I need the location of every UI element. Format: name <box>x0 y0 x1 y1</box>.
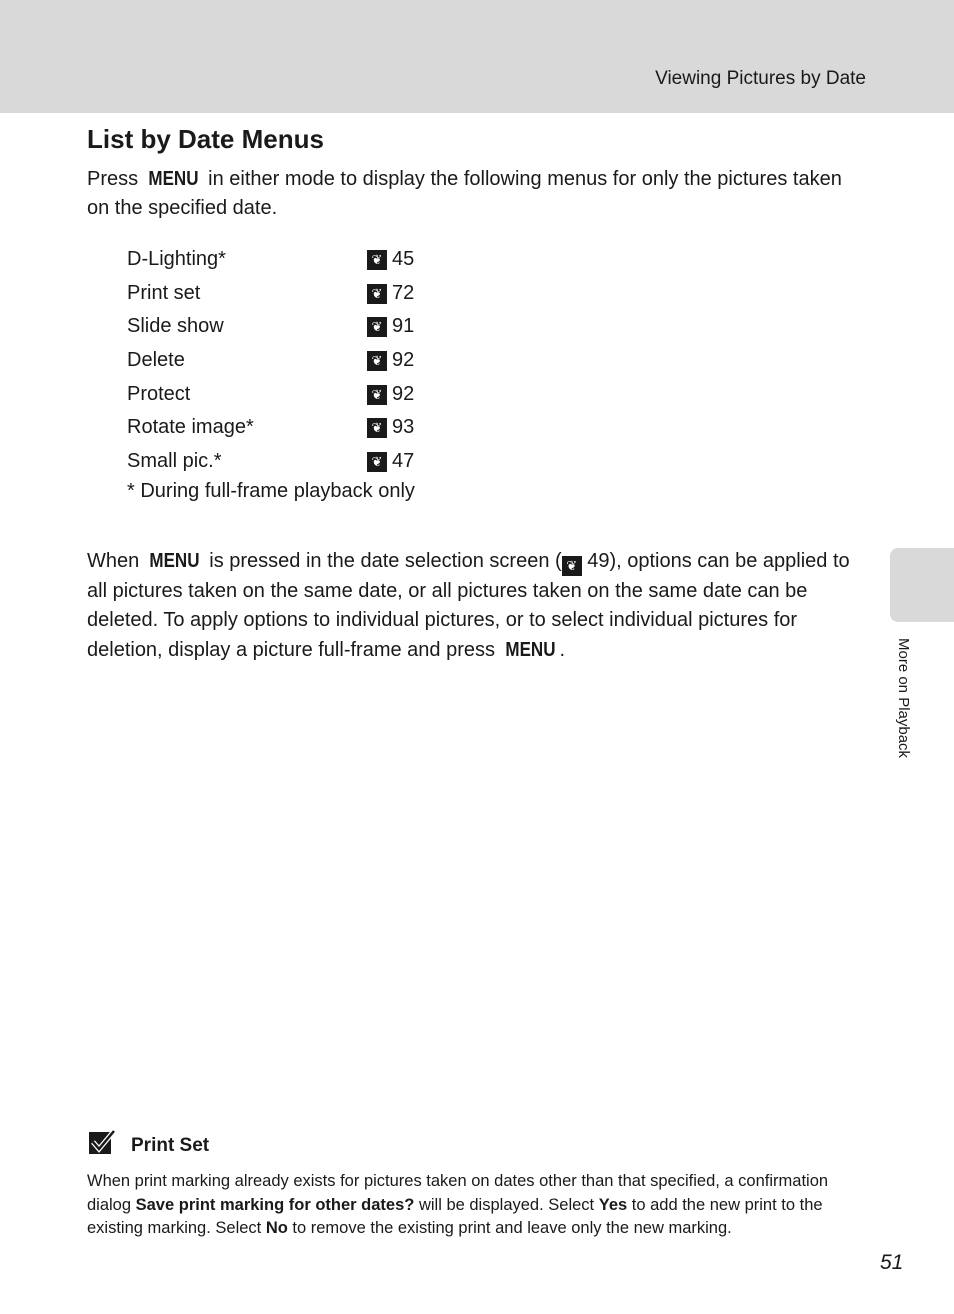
page-reference-icon: ❦ <box>367 385 387 405</box>
page-reference <box>367 344 414 378</box>
menu-list <box>127 243 457 479</box>
page-reference <box>367 310 414 344</box>
page-reference <box>367 411 414 445</box>
page-reference <box>367 378 414 412</box>
menu-row <box>127 411 457 445</box>
option-no-text: No <box>265 1219 288 1238</box>
menu-row <box>127 378 457 412</box>
page-reference <box>367 445 414 479</box>
note-title: Print Set <box>131 1135 210 1156</box>
checkmark-note-icon <box>89 1130 115 1156</box>
body-text: ), options can be applied to all pictures taken on the same date, or all pictures taken on the same date can be deleted. To apply options to individual pictures, or to select individual pictures for deletion, display a picture full-frame and press <box>87 550 850 661</box>
note-text: When print marking already exists for pictures taken on dates other than that specified, a confirmation dialog <box>87 1172 829 1214</box>
page-reference-number: 92 <box>392 382 415 405</box>
page-reference-icon: ❦ <box>367 250 387 270</box>
page-reference-number: 47 <box>392 450 415 473</box>
menu-item-name: Protect <box>127 382 191 405</box>
intro-text-end: in either mode to display the following menus for only the pictures taken on the specified date. <box>87 168 842 219</box>
footnote: * During full-frame playback only <box>127 480 415 502</box>
page-number: 51 <box>880 1251 904 1274</box>
menu-button-glyph: MENU <box>148 168 199 190</box>
page-reference-number: 49 <box>587 550 610 572</box>
note-text: to add the new print to the existing marking. Select <box>87 1195 823 1238</box>
page-reference-icon: ❦ <box>367 418 387 438</box>
body-paragraph <box>87 547 862 665</box>
page-reference-icon: ❦ <box>367 452 387 472</box>
intro-paragraph <box>87 165 857 223</box>
menu-row <box>127 277 457 311</box>
page-reference <box>367 243 414 277</box>
page-reference-icon: ❦ <box>367 284 387 304</box>
body-text: When <box>87 550 145 572</box>
menu-item-name: Print set <box>127 281 201 304</box>
menu-row <box>127 310 457 344</box>
side-tab <box>890 548 954 622</box>
menu-item-name: Delete <box>127 349 185 372</box>
menu-button-glyph: MENU <box>149 550 200 572</box>
page-reference-icon: ❦ <box>367 351 387 371</box>
note-body <box>87 1170 867 1241</box>
menu-item-name: Small pic.* <box>127 450 222 473</box>
running-header-title: Viewing Pictures by Date <box>655 68 866 89</box>
menu-row <box>127 445 457 479</box>
page-reference-number: 93 <box>392 416 415 439</box>
note-text: will be displayed. Select <box>414 1195 599 1214</box>
dialog-message-text: Save print marking for other dates? <box>135 1195 415 1214</box>
body-text: . <box>559 638 565 661</box>
body-text: is pressed in the date selection screen ( <box>203 550 562 572</box>
page-reference-number: 91 <box>392 315 415 338</box>
page-reference-number: 45 <box>392 248 415 270</box>
page-reference-icon: ❦ <box>367 317 387 337</box>
menu-item-name: Rotate image* <box>127 416 254 439</box>
side-tab-label: More on Playback <box>895 638 912 759</box>
note-text: to remove the existing print and leave only the new marking. <box>287 1219 732 1238</box>
menu-item-name: Slide show <box>127 315 224 338</box>
intro-text-start: Press <box>87 168 144 190</box>
page-reference <box>367 277 414 311</box>
menu-button-glyph: MENU <box>504 638 556 661</box>
section-title: List by Date Menus <box>87 124 324 154</box>
page-reference-number: 92 <box>392 349 415 372</box>
header-band <box>0 0 954 113</box>
menu-item-name: D-Lighting* <box>127 248 226 270</box>
page-reference-number: 72 <box>392 281 415 304</box>
menu-row <box>127 344 457 378</box>
option-yes-text: Yes <box>598 1195 628 1214</box>
menu-row <box>127 243 457 277</box>
page-reference-icon: ❦ <box>562 556 582 576</box>
